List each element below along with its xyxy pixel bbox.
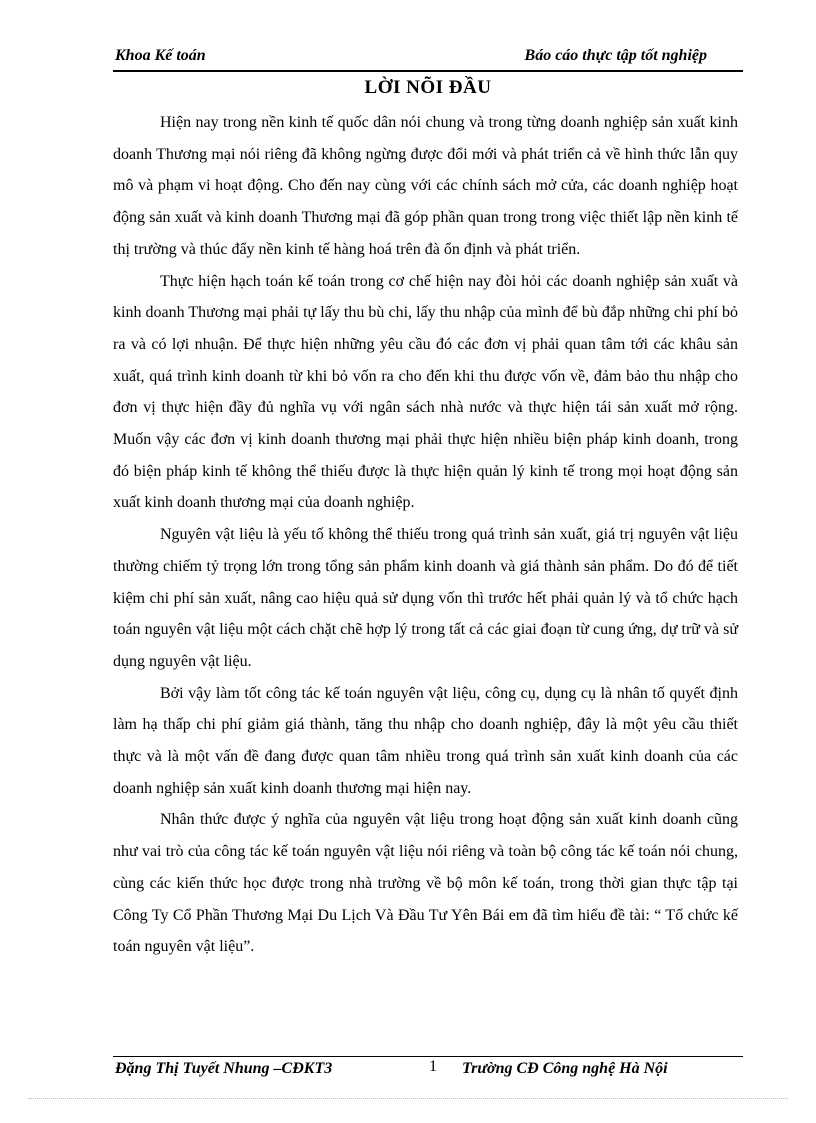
header-department: Khoa Kế toán (115, 47, 206, 64)
footer-author: Đặng Thị Tuyết Nhung –CĐKT3 (115, 1060, 333, 1077)
page-footer (113, 1058, 743, 1082)
paragraph-4: Bởi vậy làm tốt công tác kế toán nguyên vật liệu, công cụ, dụng cụ là nhân tố quyết định làm hạ thấp chi phí giảm giá thành, tăng thu nhập cho doanh nghiệp, đây là một yêu cầu thiết thực và là một vấn đề đang được quan tâm nhiều trong quá trình sản xuất kinh doanh của các doanh nghiệp sản xuất kinh doanh thương mại hiện nay. (113, 684, 738, 797)
paragraph-2: Thực hiện hạch toán kế toán trong cơ chế hiện nay đòi hỏi các doanh nghiệp sản xuất và kinh doanh Thương mại phải tự lấy thu bù chi, lấy thu nhập của mình để bù đắp những chi phí bỏ ra và có lợi nhuận. Để thực hiện những yêu cầu đó các đơn vị phải quan tâm tới các khâu sản xuất, quá trình kinh doanh từ khi bỏ vốn ra cho đến khi thu được vốn về, đảm bảo thu nhập cho đơn vị thực hiện đầy đủ nghĩa vụ với ngân sách nhà nước và thực hiện tái sản xuất mở rộng. Muốn vậy các đơn vị kinh doanh thương mại phải thực hiện nhiều biện pháp kinh doanh, trong đó biện pháp kinh tế không thể thiếu được là thực hiện quản lý kinh tế trong mọi hoạt động sản xuất kinh doanh thương mại của doanh nghiệp. (113, 272, 738, 512)
paragraph-3: Nguyên vật liệu là yếu tố không thể thiếu trong quá trình sản xuất, giá trị nguyên vật liệu thường chiếm tỷ trọng lớn trong tổng sản phẩm kinh doanh và giá thành sản phẩm. Do đó để tiết kiệm chi phí sản xuất, nâng cao hiệu quả sử dụng vốn thì trước hết phải quản lý và tổ chức hạch toán nguyên vật liệu một cách chặt chẽ hợp lý trong tất cả các giai đoạn từ cung ứng, dự trữ và sử dụng nguyên vật liệu. (113, 526, 738, 670)
document-body (113, 107, 738, 963)
page-header (113, 44, 743, 72)
paragraph-5: Nhân thức được ý nghĩa của nguyên vật liệu trong hoạt động sản xuất kinh doanh cũng như vai trò của công tác kế toán nguyên vật liệu nói riêng và toàn bộ công tác kế toán nói chung, cùng các kiến thức học được trong nhà trường về bộ môn kế toán, trong thời gian thực tập tại Công Ty Cổ Phần Thương Mại Du Lịch Và Đầu Tư Yên Bái em đã tìm hiểu đề tài: “ Tổ chức kế toán nguyên vật liệu”. (113, 811, 738, 956)
paragraph-1: Hiện nay trong nền kinh tế quốc dân nói chung và trong từng doanh nghiệp sản xuất kinh doanh Thương mại nói riêng đã không ngừng được đổi mới và phát triển cả về hình thức lẫn quy mô và phạm vi hoạt động. Cho đến nay cùng với các chính sách mở cửa, các doanh nghiệp hoạt động sản xuất và kinh doanh Thương mại đã góp phần quan trong trong việc thiết lập nền kinh tế thị trường và thúc đẩy nền kinh tế hàng hoá trên đà ổn định và phát triển. (113, 114, 738, 258)
footer-divider (113, 1056, 743, 1057)
page-bottom-divider (28, 1098, 788, 1099)
page-number: 1 (429, 1058, 437, 1075)
footer-school: Trường CĐ Công nghệ Hà Nội (462, 1060, 668, 1077)
header-report-title: Báo cáo thực tập tốt nghiệp (524, 47, 707, 64)
document-title: LỜI NÕI ĐẦU (364, 77, 492, 98)
